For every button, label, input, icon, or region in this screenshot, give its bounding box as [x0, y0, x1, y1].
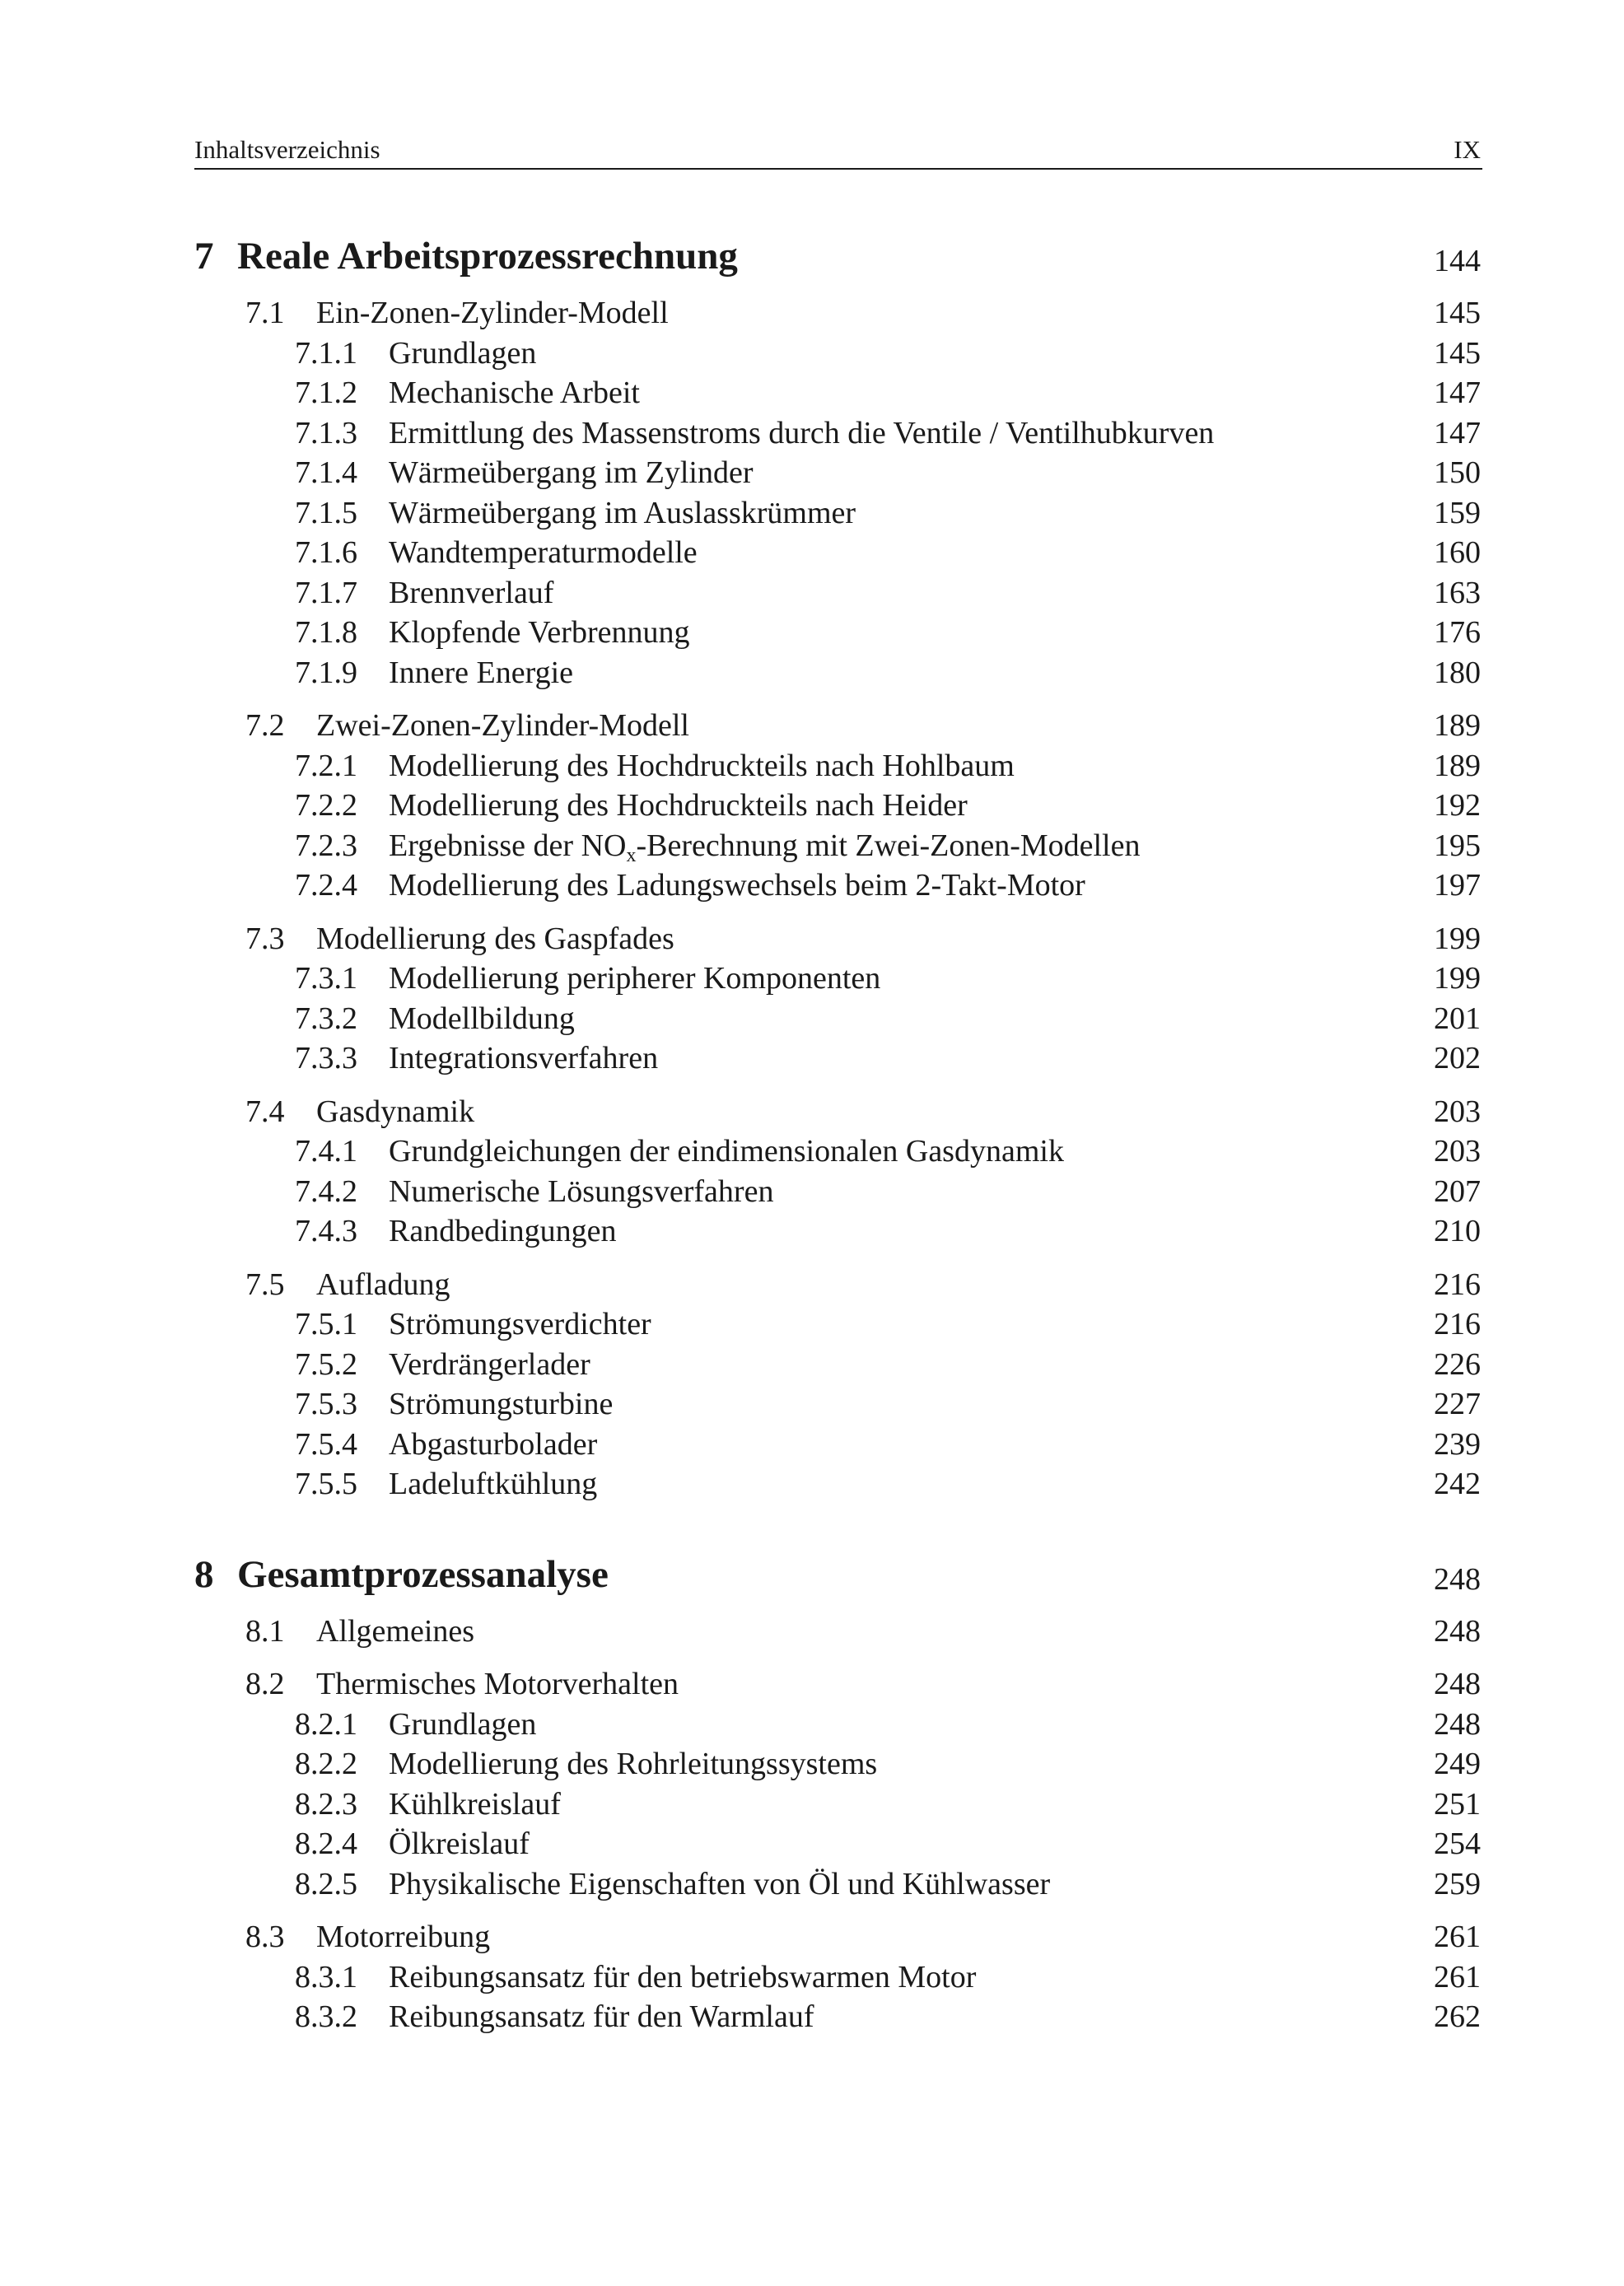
subsection-page: 199	[1434, 961, 1481, 996]
subsection-page: 249	[1434, 1747, 1481, 1781]
subsection-number: 7.5.1	[295, 1307, 357, 1341]
subsection-page: 242	[1434, 1467, 1481, 1501]
subsection-title: Mechanische Arbeit	[389, 376, 640, 410]
subsection-title: Modellierung des Hochdruckteils nach Hohlbaum	[389, 748, 1015, 783]
chapter-number: 7	[194, 235, 214, 278]
subsection-number: 8.2.4	[295, 1826, 357, 1861]
running-header-title: Inhaltsverzeichnis	[194, 135, 380, 164]
subsection-number: 7.5.2	[295, 1346, 357, 1382]
subsection-title: Innere Energie	[389, 655, 574, 690]
subsection-number: 8.2.3	[295, 1786, 357, 1822]
section-page: 199	[1434, 921, 1481, 956]
section-title: Allgemeines	[316, 1613, 475, 1649]
section-title: Ein-Zonen-Zylinder-Modell	[316, 296, 669, 330]
section-number: 8.1	[245, 1613, 285, 1649]
toc-subsection[interactable]	[194, 999, 1482, 1038]
toc-subsection[interactable]	[194, 746, 1482, 786]
toc-subsection[interactable]	[194, 573, 1482, 613]
toc-section[interactable]	[194, 293, 1482, 333]
toc-subsection[interactable]	[194, 959, 1482, 998]
subsection-page: 251	[1434, 1786, 1481, 1822]
toc-subsection[interactable]	[194, 1464, 1482, 1504]
subsection-number: 7.1.2	[295, 376, 357, 410]
subsection-number: 8.2.1	[295, 1706, 357, 1742]
subsection-page: 180	[1434, 655, 1481, 690]
subsection-page: 147	[1434, 415, 1481, 450]
toc-subsection[interactable]	[194, 1824, 1482, 1864]
subsection-title: Modellierung peripherer Komponenten	[389, 961, 881, 996]
subsection-title-part: Ergebnisse der NO	[389, 828, 627, 863]
toc-subsection[interactable]	[194, 1705, 1482, 1744]
toc-section[interactable]	[194, 1917, 1482, 1957]
toc-subsection[interactable]	[194, 334, 1482, 373]
subsection-number: 7.5.5	[295, 1467, 357, 1501]
section-page: 248	[1434, 1613, 1481, 1649]
subsection-number: 7.1.7	[295, 575, 357, 610]
subsection-page: 248	[1434, 1706, 1481, 1742]
toc-subsection[interactable]	[194, 1425, 1482, 1464]
subsection-title: Grundlagen	[389, 335, 537, 371]
subsection-page: 227	[1434, 1387, 1481, 1421]
subsection-number: 7.2.2	[295, 788, 357, 823]
section-title: Thermisches Motorverhalten	[316, 1667, 679, 1701]
toc-subsection[interactable]	[194, 1744, 1482, 1784]
subsection-number: 7.5.4	[295, 1426, 357, 1462]
subsection-page: 207	[1434, 1173, 1481, 1209]
toc-subsection[interactable]	[194, 1172, 1482, 1211]
toc-section[interactable]	[194, 706, 1482, 745]
subsection-number: 7.4.3	[295, 1214, 357, 1248]
subsection-title-part: -Berechnung mit Zwei-Zonen-Modellen	[636, 828, 1141, 863]
section-number: 7.3	[245, 921, 285, 956]
section-number: 8.3	[245, 1920, 285, 1954]
subsection-number: 7.1.1	[295, 335, 357, 371]
subsection-number: 7.1.3	[295, 415, 357, 450]
subsection-number: 7.4.1	[295, 1134, 357, 1169]
subsection-page: 226	[1434, 1346, 1481, 1382]
subsection-title: Modellbildung	[389, 1001, 575, 1036]
subsection-number: 7.1.9	[295, 655, 357, 690]
section-title: Zwei-Zonen-Zylinder-Modell	[316, 708, 689, 743]
subsection-number: 7.3.1	[295, 961, 357, 996]
subsection-title: Physikalische Eigenschaften von Öl und Kühlwasser	[389, 1866, 1051, 1901]
subsection-title: Grundgleichungen der eindimensionalen Gasdynamik	[389, 1134, 1064, 1169]
subsection-number: 7.2.3	[295, 828, 357, 863]
subsection-number: 8.3.2	[295, 1999, 357, 2034]
subsection-page: 239	[1434, 1426, 1481, 1462]
toc-section[interactable]	[194, 1612, 1482, 1651]
subsection-number: 7.2.1	[295, 748, 357, 783]
toc-subsection[interactable]	[194, 786, 1482, 825]
subscript-x: x	[626, 844, 637, 866]
subsection-page: 261	[1434, 1959, 1481, 1994]
toc-subsection[interactable]	[194, 613, 1482, 652]
toc-subsection[interactable]	[194, 373, 1482, 413]
section-number: 7.2	[245, 708, 285, 743]
section-number: 7.1	[245, 296, 285, 330]
toc-subsection[interactable]	[194, 1038, 1482, 1078]
toc-chapter[interactable]	[194, 232, 1482, 280]
subsection-title: Strömungsturbine	[389, 1387, 614, 1421]
section-page: 261	[1434, 1920, 1481, 1954]
subsection-page: 159	[1434, 495, 1481, 530]
subsection-title: Brennverlauf	[389, 575, 554, 610]
subsection-page: 197	[1434, 868, 1481, 903]
section-page: 203	[1434, 1094, 1481, 1129]
subsection-title: Modellierung des Ladungswechsels beim 2-Takt-Motor	[389, 868, 1085, 903]
section-page: 216	[1434, 1267, 1481, 1302]
subsection-title: Wärmeübergang im Zylinder	[389, 455, 754, 490]
subsection-page: 195	[1434, 828, 1481, 863]
subsection-title: Ermittlung des Massenstroms durch die Ventile / Ventilhubkurven	[389, 415, 1215, 450]
subsection-title: Reibungsansatz für den betriebswarmen Motor	[389, 1959, 977, 1994]
subsection-number: 7.3.3	[295, 1041, 357, 1075]
subsection-page: 203	[1434, 1134, 1481, 1169]
subsection-title: Integrationsverfahren	[389, 1041, 659, 1075]
subsection-title: Grundlagen	[389, 1706, 537, 1742]
toc-subsection[interactable]	[194, 1997, 1482, 2036]
section-number: 7.5	[245, 1267, 285, 1302]
section-title: Gasdynamik	[316, 1094, 475, 1129]
toc-subsection[interactable]	[194, 653, 1482, 693]
subsection-title: Reibungsansatz für den Warmlauf	[389, 1999, 814, 2034]
subsection-number: 7.1.4	[295, 455, 357, 490]
subsection-title: Randbedingungen	[389, 1214, 617, 1248]
chapter-page: 248	[1434, 1561, 1481, 1597]
section-title: Modellierung des Gaspfades	[316, 921, 674, 956]
subsection-title: Abgasturbolader	[389, 1426, 598, 1462]
subsection-page: 150	[1434, 455, 1481, 490]
subsection-page: 216	[1434, 1307, 1481, 1341]
toc-chapter[interactable]	[194, 1551, 1482, 1598]
subsection-page: 210	[1434, 1214, 1481, 1248]
chapter-title: Reale Arbeitsprozessrechnung	[237, 235, 738, 278]
subsection-title: Wärmeübergang im Auslasskrümmer	[389, 495, 856, 530]
page-number: IX	[1454, 135, 1481, 164]
subsection-number: 7.4.2	[295, 1173, 357, 1209]
subsection-title: Modellierung des Rohrleitungssystems	[389, 1747, 878, 1781]
toc-subsection[interactable]	[194, 865, 1482, 905]
running-header	[194, 132, 1482, 170]
subsection-title: Modellierung des Hochdruckteils nach Heider	[389, 788, 968, 823]
section-page: 189	[1434, 708, 1481, 743]
toc-subsection[interactable]	[194, 1304, 1482, 1344]
toc-subsection[interactable]	[194, 1784, 1482, 1824]
subsection-page: 201	[1434, 1001, 1481, 1036]
section-title: Aufladung	[316, 1267, 450, 1302]
toc-subsection[interactable]	[194, 533, 1482, 572]
subsection-number: 7.1.6	[295, 535, 357, 570]
toc-section[interactable]	[194, 1265, 1482, 1304]
toc-subsection[interactable]	[194, 413, 1482, 453]
subsection-page: 163	[1434, 575, 1481, 610]
subsection-number: 7.1.8	[295, 615, 357, 650]
subsection-number: 7.2.4	[295, 868, 357, 903]
toc-subsection[interactable]	[194, 1957, 1482, 1997]
toc-section[interactable]	[194, 919, 1482, 959]
subsection-number: 7.5.3	[295, 1387, 357, 1421]
subsection-page: 160	[1434, 535, 1481, 570]
subsection-title: Ladeluftkühlung	[389, 1467, 598, 1501]
subsection-title	[389, 826, 1140, 865]
subsection-title: Verdrängerlader	[389, 1346, 590, 1382]
subsection-page: 147	[1434, 376, 1481, 410]
toc-subsection[interactable]	[194, 1131, 1482, 1171]
subsection-number: 8.3.1	[295, 1959, 357, 1994]
toc-subsection[interactable]	[194, 1384, 1482, 1424]
subsection-title: Klopfende Verbrennung	[389, 615, 690, 650]
subsection-page: 189	[1434, 748, 1481, 783]
section-number: 8.2	[245, 1667, 285, 1701]
chapter-page: 144	[1434, 244, 1481, 278]
section-page: 145	[1434, 296, 1481, 330]
subsection-number: 8.2.2	[295, 1747, 357, 1781]
subsection-page: 176	[1434, 615, 1481, 650]
toc-section[interactable]	[194, 1092, 1482, 1131]
subsection-number: 8.2.5	[295, 1866, 357, 1901]
toc-section[interactable]	[194, 1664, 1482, 1704]
chapter-number: 8	[194, 1552, 214, 1596]
subsection-number: 7.1.5	[295, 495, 357, 530]
subsection-title: Ölkreislauf	[389, 1826, 530, 1861]
subsection-title: Wandtemperaturmodelle	[389, 535, 698, 570]
subsection-title: Strömungsverdichter	[389, 1307, 651, 1341]
toc-subsection[interactable]	[194, 1345, 1482, 1384]
toc-subsection[interactable]	[194, 493, 1482, 533]
toc-subsection[interactable]	[194, 826, 1482, 865]
subsection-page: 202	[1434, 1041, 1481, 1075]
subsection-page: 192	[1434, 788, 1481, 823]
chapter-title: Gesamtprozessanalyse	[237, 1552, 609, 1596]
subsection-page: 259	[1434, 1866, 1481, 1901]
subsection-title: Numerische Lösungsverfahren	[389, 1173, 774, 1209]
subsection-number: 7.3.2	[295, 1001, 357, 1036]
subsection-page: 262	[1434, 1999, 1481, 2034]
subsection-page: 145	[1434, 335, 1481, 371]
subsection-page: 254	[1434, 1826, 1481, 1861]
toc-subsection[interactable]	[194, 1864, 1482, 1904]
toc-subsection[interactable]	[194, 1211, 1482, 1251]
section-number: 7.4	[245, 1094, 285, 1129]
subsection-title: Kühlkreislauf	[389, 1786, 561, 1822]
section-title: Motorreibung	[316, 1920, 491, 1954]
section-page: 248	[1434, 1667, 1481, 1701]
toc-subsection[interactable]	[194, 453, 1482, 492]
